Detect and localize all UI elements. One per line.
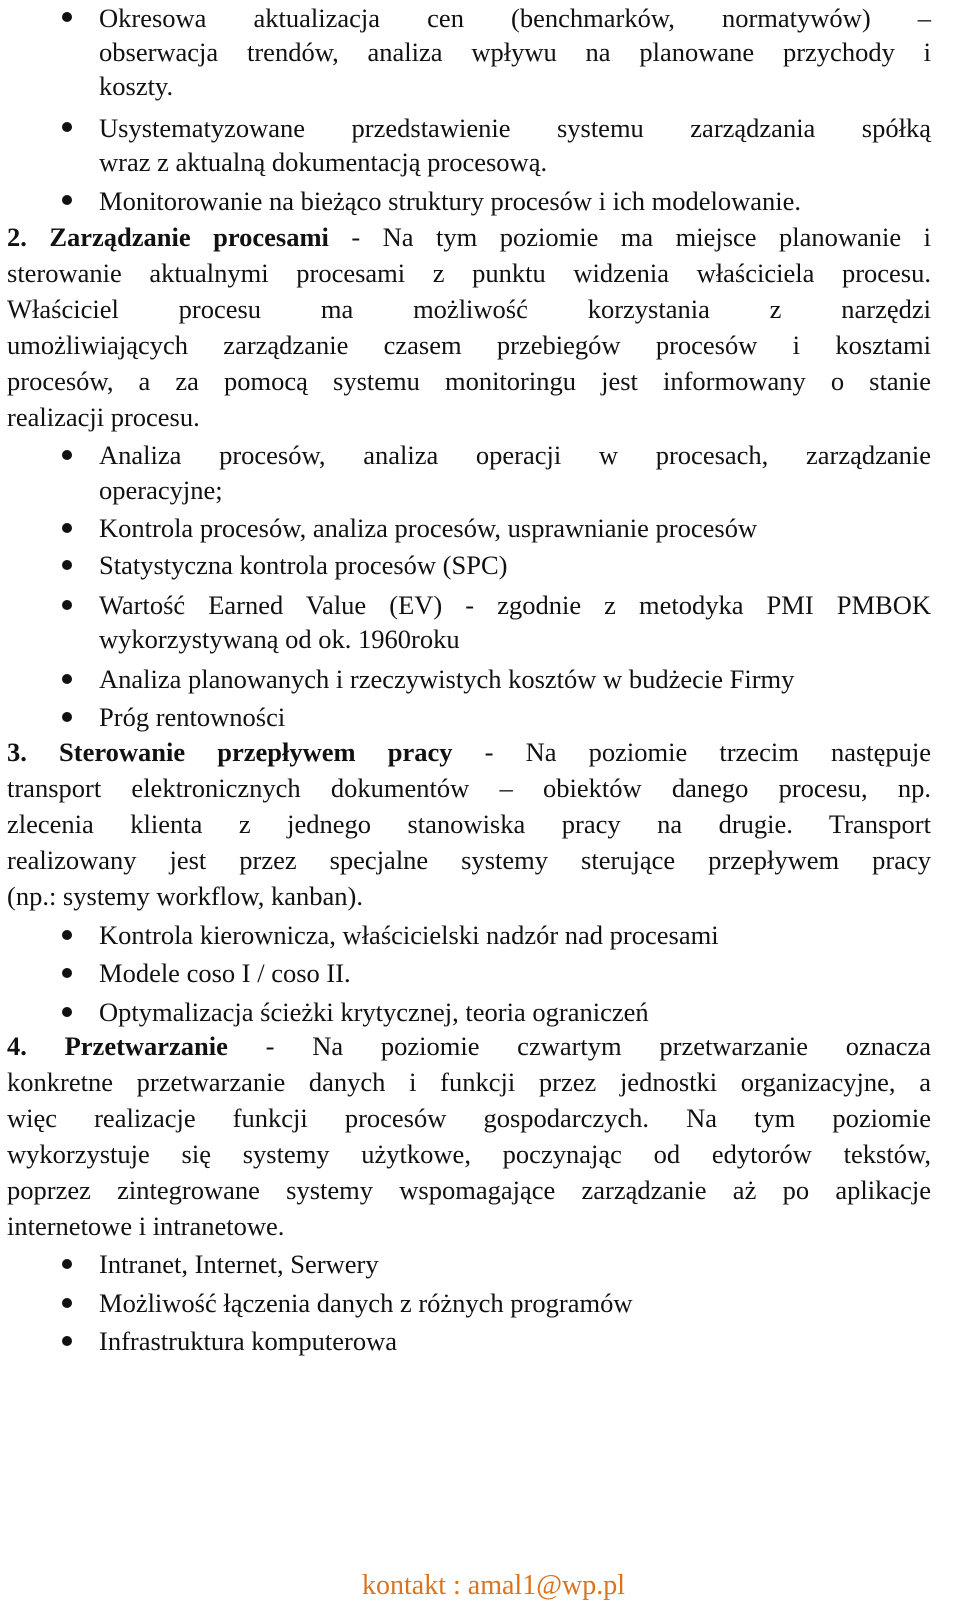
bullet-dot (62, 1298, 72, 1308)
bullet-text: Intranet, Internet, Serwery (99, 1249, 379, 1279)
section-3-heading: 3. Sterowanie przepływem pracy (7, 737, 453, 767)
section-3-line: realizowany jest przez specjalne systemy sterujące przepływem pracy (7, 845, 931, 875)
bullet-text: Próg rentowności (99, 702, 286, 732)
contact-email-text: kontakt : amal1@wp.pl (362, 1570, 625, 1601)
bullet-dot (62, 12, 72, 22)
bullet-dot (62, 195, 72, 205)
section-2-heading: 2. Zarządzanie procesami (7, 222, 329, 252)
footer-contact (0, 1568, 960, 1604)
section-4-line: konkretne przetwarzanie danych i funkcji przez jednostki organizacyjne, a (7, 1067, 931, 1097)
bullet-dot (62, 600, 72, 610)
bullet-text: Okresowa aktualizacja cen (benchmarków, normatywów) – (99, 3, 931, 33)
bullet-text: Możliwość łączenia danych z różnych programów (99, 1288, 633, 1318)
section-3-line: (np.: systemy workflow, kanban). (7, 881, 363, 911)
bullet-text: Modele coso I / coso II. (99, 958, 351, 988)
section-2-line: 2. Zarządzanie procesami - Na tym poziomie ma miejsce planowanie i (7, 222, 932, 252)
bullet-dot (62, 560, 72, 570)
bullet-text: Statystyczna kontrola procesów (SPC) (99, 550, 508, 580)
bullet-text: Analiza planowanych i rzeczywistych kosztów w budżecie Firmy (99, 664, 795, 694)
section-2-line: Właściciel procesu ma możliwość korzystania z narzędzi (7, 294, 931, 324)
bullet-text: koszty. (99, 71, 174, 101)
bullet-text: operacyjne; (99, 475, 223, 505)
bullet-dot (62, 1259, 72, 1269)
bullet-text: Infrastruktura komputerowa (99, 1326, 398, 1356)
bullet-dot (62, 450, 72, 460)
bullet-dot (62, 523, 72, 533)
bullet-text: Kontrola procesów, analiza procesów, usprawnianie procesów (99, 513, 758, 543)
bullet-text: wraz z aktualną dokumentacją procesową. (99, 147, 548, 177)
bullet-dot (62, 712, 72, 722)
section-3-line: zlecenia klienta z jednego stanowiska pracy na drugie. Transport (7, 809, 931, 839)
section-2-line: procesów, a za pomocą systemu monitoringu jest informowany o stanie (7, 366, 931, 396)
section-3-line: 3. Sterowanie przepływem pracy - Na poziomie trzecim następuje (7, 737, 932, 767)
section-4-line: poprzez zintegrowane systemy wspomagające zarządzanie aż po aplikacje (7, 1175, 931, 1205)
section-4-heading: 4. Przetwarzanie (7, 1031, 228, 1061)
section-2-line: sterowanie aktualnymi procesami z punktu widzenia właściciela procesu. (7, 258, 931, 288)
section-3-line: transport elektronicznych dokumentów – obiektów danego procesu, np. (7, 773, 931, 803)
bullet-text: obserwacja trendów, analiza wpływu na planowane przychody i (99, 37, 931, 67)
section-4-line: internetowe i intranetowe. (7, 1211, 285, 1241)
bullet-text: Optymalizacja ścieżki krytycznej, teoria ograniczeń (99, 997, 649, 1027)
section-2-line: realizacji procesu. (7, 402, 200, 432)
bullet-text: Wartość Earned Value (EV) - zgodnie z metodyka PMI PMBOK (99, 590, 931, 620)
bullet-dot (62, 930, 72, 940)
bullet-text: wykorzystywaną od ok. 1960roku (99, 624, 460, 654)
bullet-dot (62, 122, 72, 132)
section-4-line: więc realizacje funkcji procesów gospodarczych. Na tym poziomie (7, 1103, 931, 1133)
bullet-dot (62, 1336, 72, 1346)
bullet-text: Usystematyzowane przedstawienie systemu zarządzania spółką (99, 113, 931, 143)
bullet-text: Kontrola kierownicza, właścicielski nadzór nad procesami (99, 920, 719, 950)
bullet-text: Monitorowanie na bieżąco struktury procesów i ich modelowanie. (99, 186, 802, 216)
bullet-text: Analiza procesów, analiza operacji w procesach, zarządzanie (99, 440, 931, 470)
section-4-line: wykorzystuje się systemy użytkowe, poczynając od edytorów tekstów, (7, 1139, 931, 1169)
section-4-line: 4. Przetwarzanie - Na poziomie czwartym przetwarzanie oznacza (7, 1031, 932, 1061)
section-2-line: umożliwiających zarządzanie czasem przebiegów procesów i kosztami (7, 330, 931, 360)
bullet-dot (62, 1007, 72, 1017)
bullet-dot (62, 968, 72, 978)
bullet-dot (62, 674, 72, 684)
